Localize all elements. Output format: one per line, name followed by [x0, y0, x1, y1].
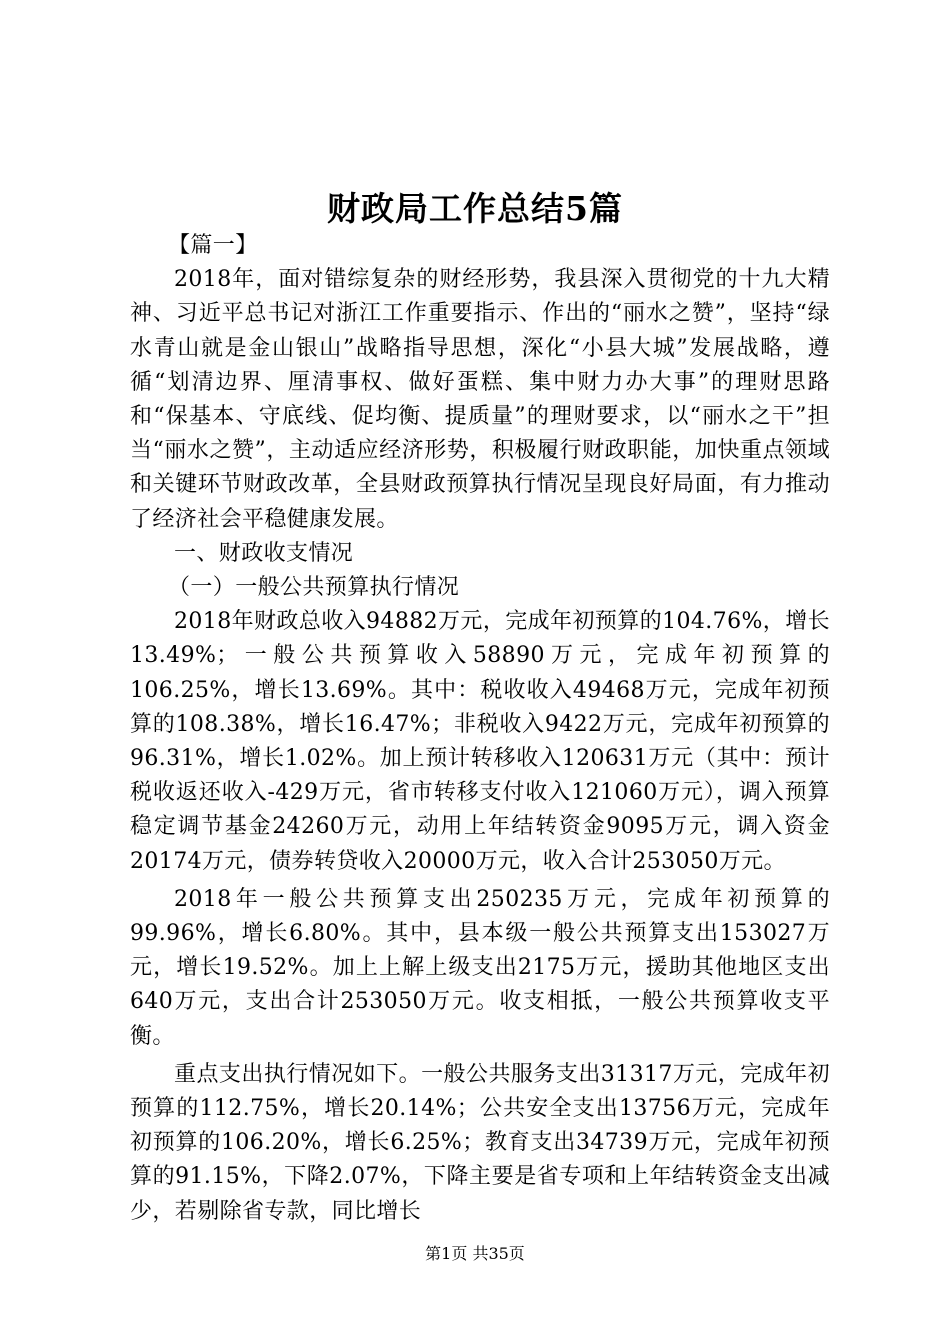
paragraph-intro: 2018年，面对错综复杂的财经形势，我县深入贯彻党的十九大精神、习近平总书记对浙江工作重要指示、作出的“丽水之赞”，坚持“绿水青山就是金山银山”战略指导思想，深化“小县大城”发展战略，遵循“划清边界、厘清事权、做好蛋糕、集中财力办大事”的理财思路和“保基本、守底线、促均衡、提质量”的理财要求，以“丽水之干”担当“丽水之赞”，主动适应经济形势，积极履行财政职能，加快重点领域和关键环节财政改革，全县财政预算执行情况呈现良好局面，有力推动了经济社会平稳健康发展。: [130, 267, 830, 532]
heading-level-2: （一）一般公共预算执行情况: [168, 575, 460, 601]
paragraph-expenditure: 2018年一般公共预算支出250235万元，完成年初预算的99.96%，增长6.80%。其中，县本级一般公共预算支出153027万元，增长19.52%。加上上解上级支出2175万元，援助其他地区支出640万元，支出合计253050万元。收支相抵，一般公共预算收支平衡。: [130, 886, 830, 1049]
section-tag: 【篇一】: [168, 233, 258, 258]
paragraph-key-expenditure: 重点支出执行情况如下。一般公共服务支出31317万元，完成年初预算的112.75%，增长20.14%；公共安全支出13756万元，完成年初预算的106.20%，增长6.25%；教育支出34739万元，完成年初预算的91.15%，下降2.07%，下降主要是省专项和上年结转资金支出减少，若剔除省专款，同比增长: [130, 1061, 830, 1224]
document-body: [130, 229, 830, 1229]
heading-level-1: 一、财政收支情况: [174, 540, 354, 566]
page-number-footer: 第1页 共35页: [425, 1244, 525, 1263]
paragraph-revenue: 2018年财政总收入94882万元，完成年初预算的104.76%，增长13.49%；一般公共预算收入58890万元，完成年初预算的106.25%，增长13.69%。其中：税收收入49468万元，完成年初预算的108.38%，增长16.47%；非税收入9422万元，完成年初预算的96.31%，增长1.02%。加上预计转移收入120631万元（其中：预计税收返还收入-429万元，省市转移支付收入121060万元），调入预算稳定调节基金24260万元，动用上年结转资金9095万元，调入资金20174万元，债券转贷收入20000万元，收入合计253050万元。: [130, 609, 830, 874]
document-title: 财政局工作总结5篇: [327, 189, 623, 228]
